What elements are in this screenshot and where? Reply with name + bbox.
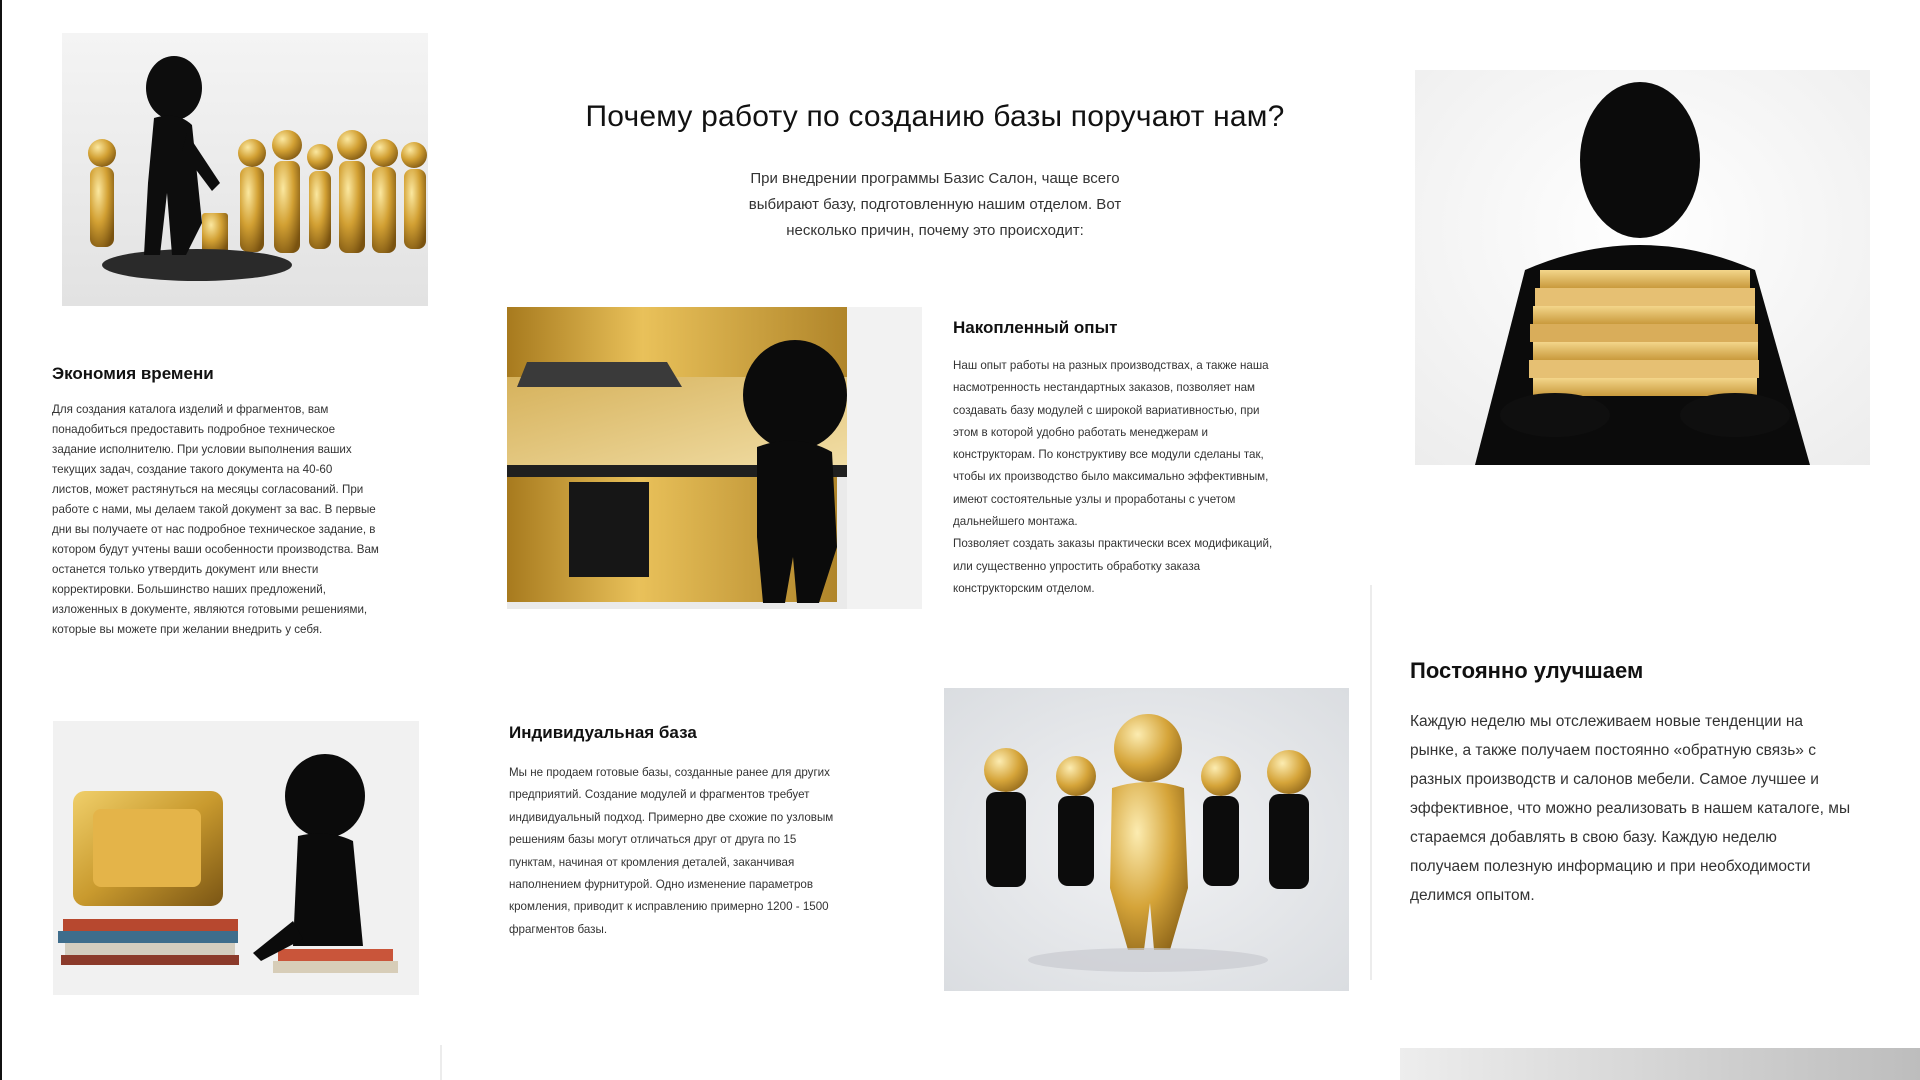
- gold-figure-among-black-image: [944, 688, 1349, 991]
- black-figure-gold-kitchen-image: [507, 307, 922, 609]
- section-title-experience: Накопленный опыт: [953, 318, 1118, 337]
- black-figure-paper-stack-image: [1415, 70, 1870, 465]
- black-figure-gold-crowd-image: [62, 33, 428, 306]
- section-title-improvement: Постоянно улучшаем: [1410, 658, 1644, 683]
- page-subtitle: При внедрении программы Базис Салон, чаще всего выбирают базу, подготовленную нашим отделом. Вот несколько причин, почему это происходит:: [748, 170, 1122, 239]
- bottom-image-partial: [1400, 1048, 1920, 1080]
- bottom-divider-left: [440, 1045, 442, 1080]
- section-title-time-savings: Экономия времени: [52, 364, 214, 383]
- section-title-individual-base: Индивидуальная база: [509, 723, 697, 742]
- section-text-experience: Наш опыт работы на разных производствах, а также наша насмотренность нестандартных заказов, позволяет нам создавать базу модулей с широкой вариативностью, при этом в которой удобно работать менеджерам и конструкторам. По конструктиву все модули сделаны так, чтобы их производство было максимально эффективным, имеют состоятельные узлы и проработаны с учетом дальнейшего монтажа. Позволяет создать заказы практически всех модификаций, или существенно упростить обработку заказа конструкторским отделом.: [953, 359, 1273, 595]
- section-text-improvement: Каждую неделю мы отслеживаем новые тенденции на рынке, а также получаем постоянно «обратную связь» с разных производств и салонов мебели. Самое лучшее и эффективное, что можно реализовать в нашем каталоге, мы стараемся добавлять в свою базу. Каждую неделю получаем полезную информацию и при необходимости делимся опытом.: [1410, 713, 1851, 904]
- page-edge: [0, 0, 2, 1080]
- page-title: Почему работу по созданию базы поручают нам?: [585, 100, 1285, 133]
- figure-gold-computer-image: [53, 721, 419, 995]
- section-text-individual-base: Мы не продаем готовые базы, созданные ранее для других предприятий. Создание модулей и фрагментов требует индивидуальный подход. Примерно две схожие по узловым решениям базы могут отличаться друг от друга по 15 пунктам, начиная от кромления деталей, заканчивая наполнением фурнитурой. Одно изменение параметров кромления, приводит к исправлению примерно 1200 - 1500 фрагментов базы.: [509, 766, 834, 936]
- section-text-time-savings: Для создания каталога изделий и фрагментов, вам понадобиться предоставить подробное техническое задание исполнителю. При условии выполнения ваших текущих задач, создание такого документа на 40-60 листов, может растянуться на месяцы согласований. При работе с нами, мы делаем такой документ за вас. В первые дни вы получаете от нас подробное техническое задание, в котором будут учтены ваши особенности производства. Вам останется только утвердить документ или внести корректировки. Большинство наших предложений, изложенных в документе, являются готовыми решениями, которые вы можете при желании внедрить у себя.: [52, 403, 379, 636]
- column-divider: [1370, 585, 1372, 980]
